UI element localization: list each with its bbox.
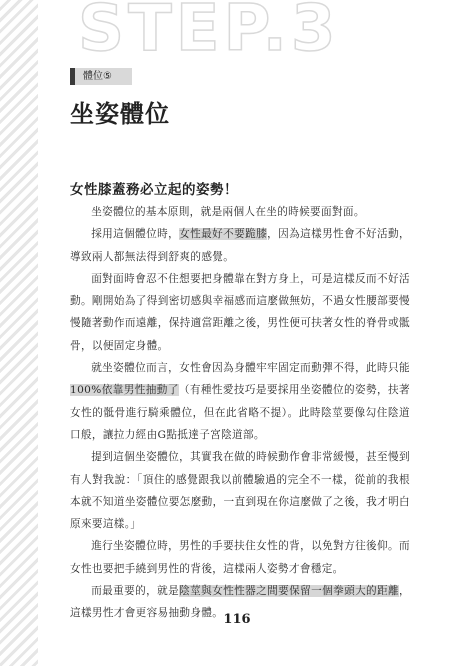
section-tab [70, 68, 132, 85]
highlight-text: 女性最好不要跪膝 [179, 228, 268, 241]
paragraph-1: 坐姿體位的基本原則，就是兩個人在坐的時候要面對面。 [91, 206, 365, 218]
subheading: 女性膝蓋務必立起的姿勢！ [70, 182, 238, 198]
page-number: 116 [223, 612, 251, 627]
paragraph-6: 進行坐姿體位時，男性的手要扶住女性的背，以免對方往後仰。而女性也要把手繞到男性的背後，這樣兩人姿勢才會穩定。 [70, 540, 410, 575]
highlight-text: 100%依靠男性抽動了 [70, 384, 179, 397]
highlight-text: 陰莖與女性性器之間要保留一個拳頭大的距離 [179, 585, 400, 598]
paragraph-4-text-end: （有種性愛技巧是要採用坐姿體位的姿勢，扶著女性的骶骨進行騎乘體位，但在此省略不提）。此時陰莖要像勾住陰道口般，讓拉力經由G點抵達子宮陰道部。 [70, 384, 410, 441]
paragraph-4-text: 就坐姿體位而言，女性會因為身體牢牢固定而動彈不得，此時只能 [91, 362, 410, 375]
paragraph-4 [70, 357, 410, 446]
body-text [70, 201, 410, 625]
step-watermark: STEP.3 [78, 0, 340, 62]
chapter-title: 坐姿體位 [70, 100, 170, 128]
paragraph-7-text-end: ，這樣男性才會更容易抽動身體。 [70, 585, 410, 620]
decorative-stripe-band [0, 0, 38, 666]
section-tab-label: 體位⑤ [83, 71, 112, 82]
paragraph-3: 面對面時會忍不住想要把身體靠在對方身上，可是這樣反而不好活動。剛開始為了得到密切感與幸福感而這麼做無妨，不過女性腰部要慢慢隨著動作而遠離，保持適當距離之後，男性便可扶著女性的脊骨或骶骨，以便固定身體。 [70, 272, 410, 352]
paragraph-2 [70, 223, 410, 268]
paragraph-2-text-end: ，因為這樣男性會不好活動，導致兩人都無法得到舒爽的感覺。 [70, 228, 410, 263]
paragraph-7-text: 而最重要的，就是 [91, 585, 180, 598]
paragraph-5: 提到這個坐姿體位，其實我在做的時候動作會非常緩慢，甚至慢到有人對我說：「頂住的感覺跟我以前體驗過的完全不一樣，從前的我根本就不知道坐姿體位要怎麼動，一直到現在你這麼做了之後，我才明白原來要這樣。」 [70, 451, 410, 531]
paragraph-2-text: 採用這個體位時， [91, 228, 180, 241]
